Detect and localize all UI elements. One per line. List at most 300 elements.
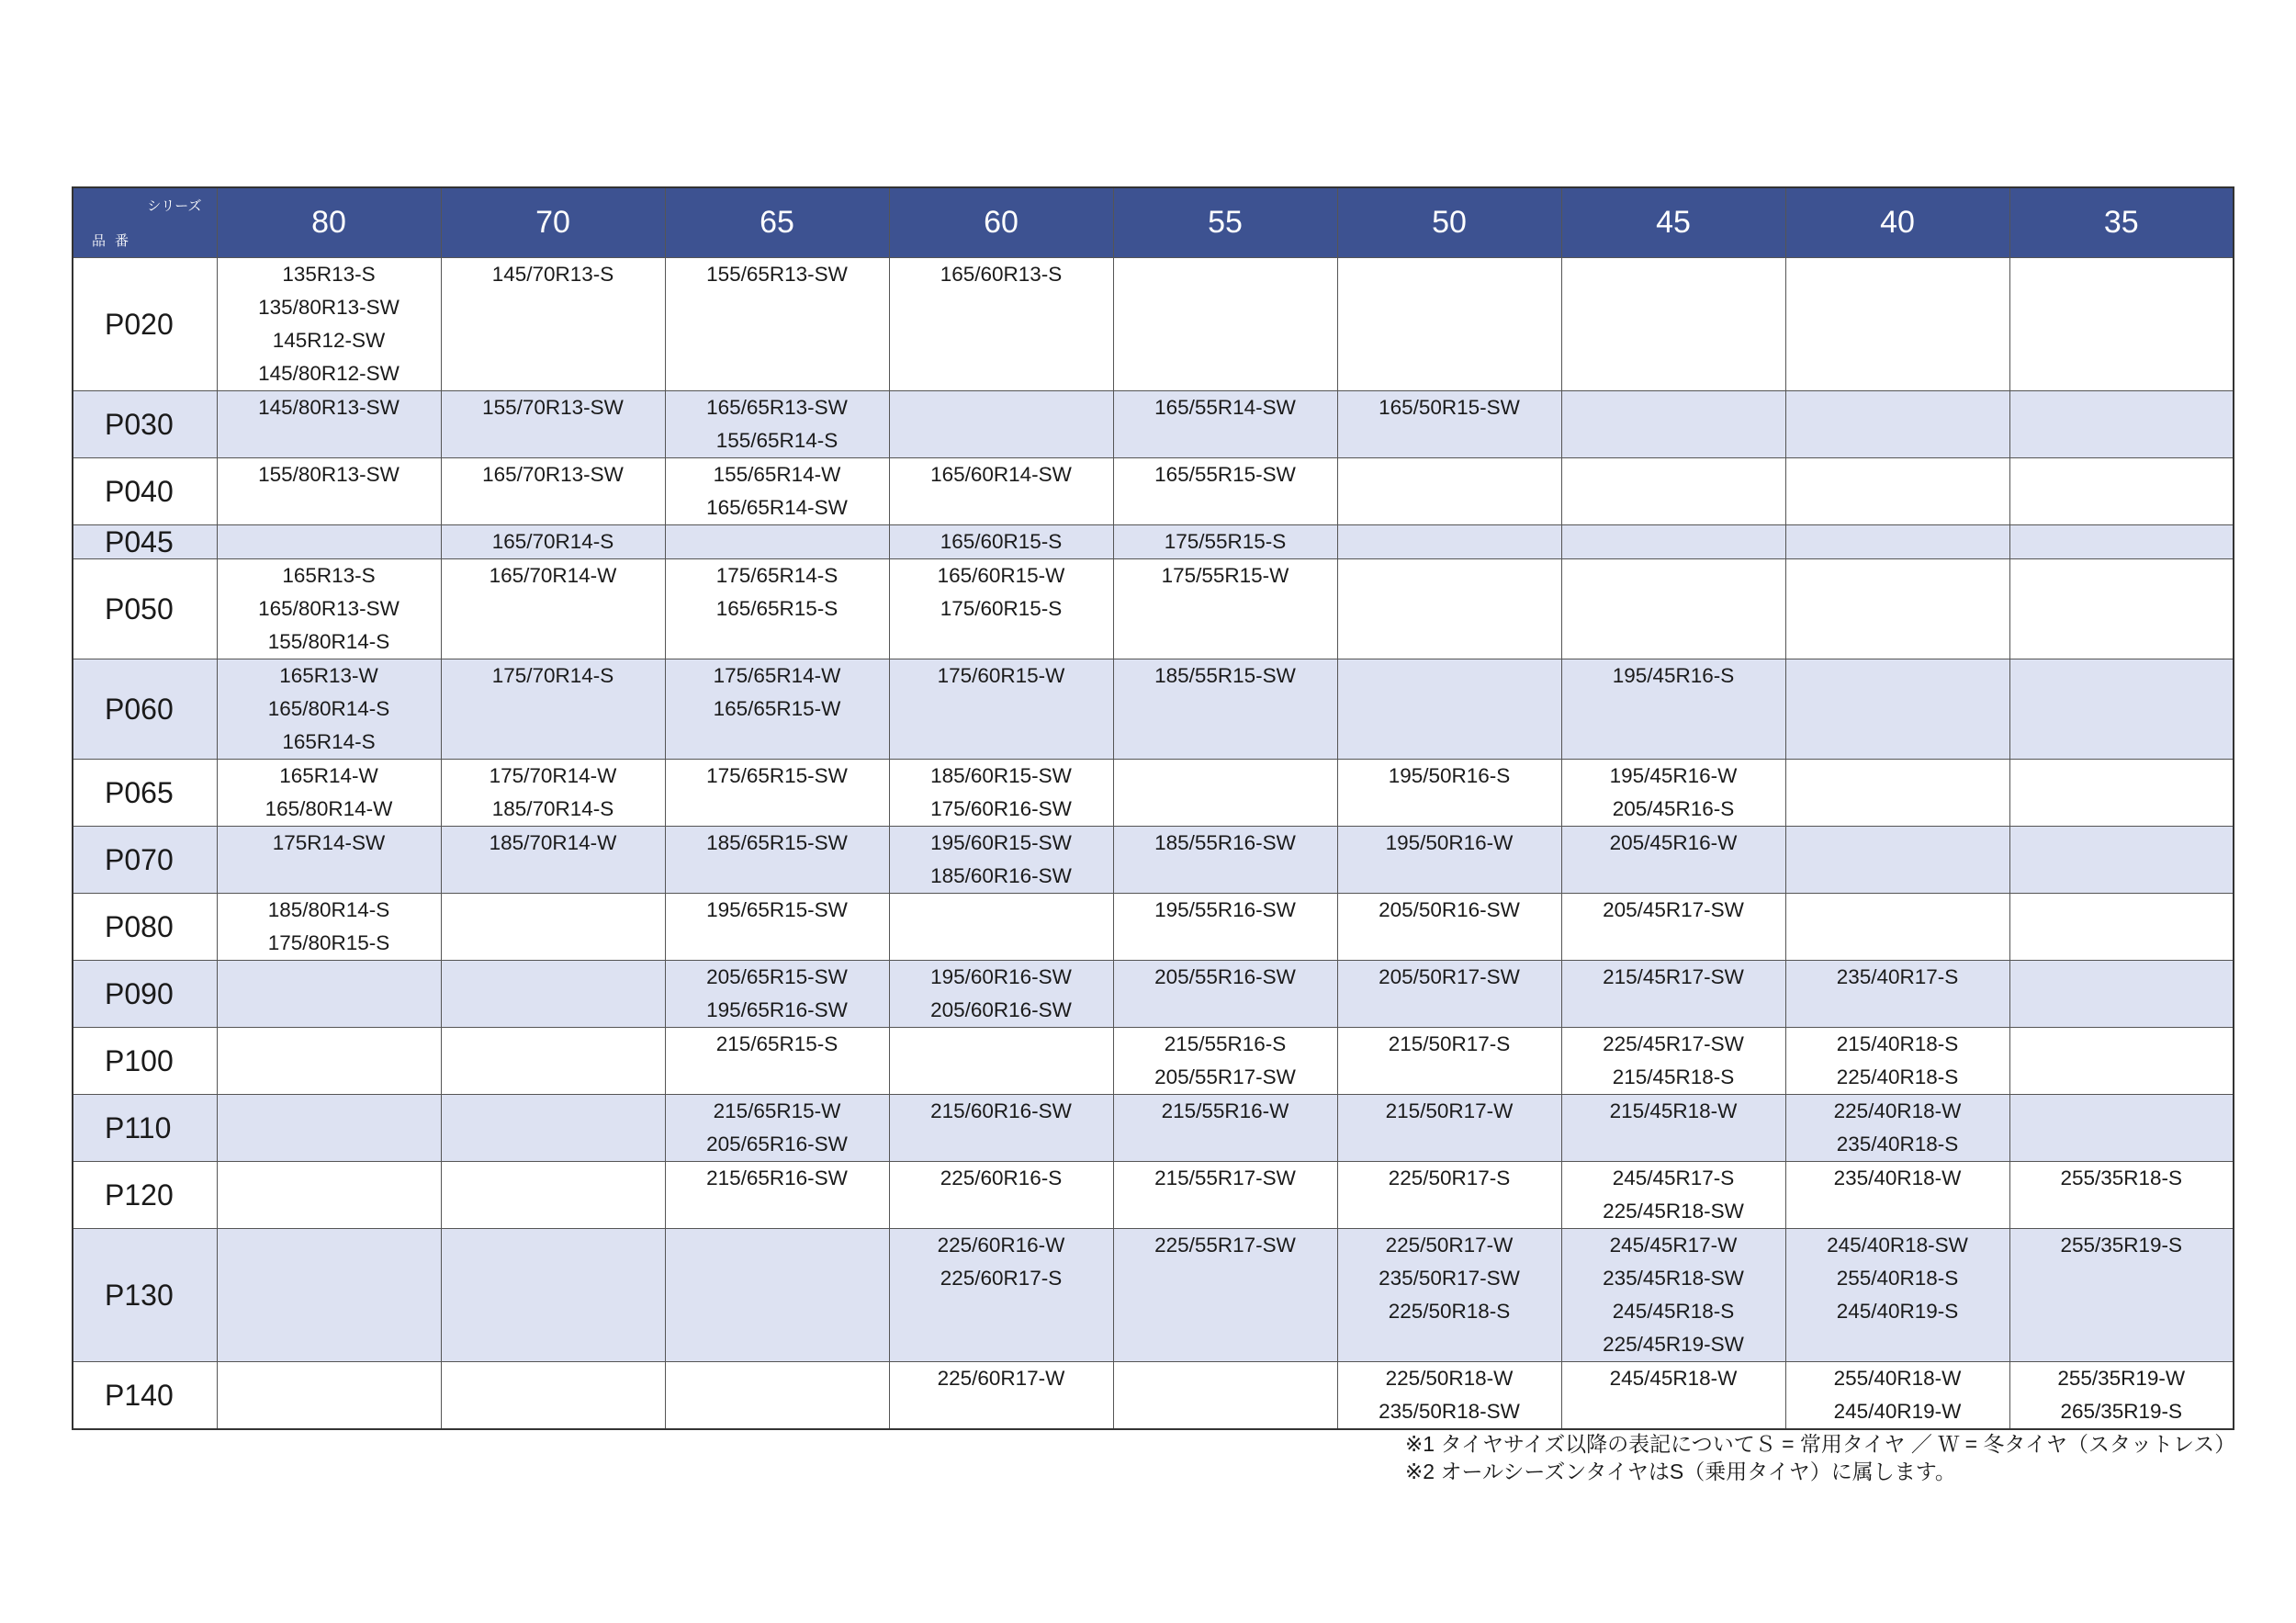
footnote-2: ※2 オールシーズンタイヤはS（乗用タイヤ）に属します。 [1405, 1460, 1956, 1483]
tire-size: 155/70R13-SW [482, 396, 624, 419]
size-cell [889, 894, 1113, 961]
tire-size: 165/65R15-W [713, 697, 841, 720]
tire-size: 245/40R19-S [1836, 1300, 1959, 1323]
tire-size: 135/80R13-SW [258, 296, 400, 319]
tire-size: 175/65R14-W [713, 664, 841, 687]
series-header-80: 80 [217, 187, 441, 258]
series-header-40: 40 [1785, 187, 2009, 258]
tire-size: 165R14-W [279, 764, 378, 787]
size-cell [217, 391, 441, 458]
size-cell [2009, 1362, 2234, 1430]
size-cell [1561, 659, 1785, 760]
model-cell: P020 [73, 258, 217, 391]
size-cell [889, 659, 1113, 760]
tire-size: 165/60R15-S [940, 530, 1063, 553]
tire-size: 165/50R15-SW [1379, 396, 1520, 419]
tire-size: 235/50R17-SW [1379, 1267, 1520, 1290]
size-cell [441, 1028, 665, 1095]
size-cell [441, 1095, 665, 1162]
model-cell: P140 [73, 1362, 217, 1430]
tire-size: 205/55R16-SW [1154, 965, 1296, 988]
size-cell [2009, 1028, 2234, 1095]
tire-size: 155/65R14-S [715, 429, 838, 452]
table-row [73, 1362, 2234, 1430]
tire-size: 195/45R16-W [1609, 764, 1738, 787]
tire-size: 155/65R14-W [713, 463, 841, 486]
size-cell [1561, 258, 1785, 391]
size-cell [441, 760, 665, 827]
size-cell [441, 827, 665, 894]
size-cell [889, 1095, 1113, 1162]
tire-size: 225/60R17-S [940, 1267, 1063, 1290]
size-cell [1785, 961, 2009, 1028]
series-header-60: 60 [889, 187, 1113, 258]
tire-size: 235/40R17-S [1836, 965, 1959, 988]
tire-size: 165/65R13-SW [706, 396, 848, 419]
model-cell: P045 [73, 525, 217, 559]
tire-size: 185/60R15-SW [930, 764, 1072, 787]
tire-size: 165R13-S [282, 564, 376, 587]
size-cell [2009, 1229, 2234, 1362]
series-header-35: 35 [2009, 187, 2234, 258]
tire-size: 255/35R19-W [2057, 1367, 2186, 1390]
footnote-1: ※1 タイヤサイズ以降の表記についてＳ = 常用タイヤ ／ Ｗ = 冬タイヤ（スタットレス） [1405, 1432, 2236, 1456]
tire-size: 165/65R15-S [715, 597, 838, 620]
size-cell [1561, 458, 1785, 525]
tire-size: 175/70R14-S [491, 664, 614, 687]
size-cell [1785, 1229, 2009, 1362]
size-cell [1337, 258, 1561, 391]
size-cell [665, 659, 889, 760]
size-cell [665, 961, 889, 1028]
tire-size: 215/55R17-SW [1154, 1167, 1296, 1189]
tire-size: 145/70R13-S [491, 263, 614, 286]
tire-size: 165/70R14-W [489, 564, 617, 587]
tire-size: 145/80R12-SW [258, 362, 400, 385]
tire-size: 205/45R17-SW [1603, 898, 1744, 921]
size-cell [217, 1229, 441, 1362]
size-cell [665, 258, 889, 391]
size-cell [217, 760, 441, 827]
tire-size: 155/80R14-S [267, 630, 390, 653]
size-cell [1113, 1162, 1337, 1229]
tire-size: 215/45R18-W [1609, 1099, 1738, 1122]
tire-size: 215/55R16-S [1164, 1032, 1287, 1055]
size-cell [1337, 1362, 1561, 1430]
tire-size: 195/65R16-SW [706, 998, 848, 1021]
tire-size: 225/40R18-S [1836, 1065, 1959, 1088]
tire-size: 175/60R15-W [937, 664, 1065, 687]
size-cell [1561, 391, 1785, 458]
size-cell [441, 258, 665, 391]
tire-size: 205/65R15-SW [706, 965, 848, 988]
model-cell: P120 [73, 1162, 217, 1229]
tire-size: 245/45R17-W [1609, 1234, 1738, 1257]
size-cell [665, 1362, 889, 1430]
tire-size: 235/50R18-SW [1379, 1400, 1520, 1423]
tire-size: 185/55R15-SW [1154, 664, 1296, 687]
tire-size: 245/45R18-W [1609, 1367, 1738, 1390]
size-cell [889, 525, 1113, 559]
size-cell [665, 1229, 889, 1362]
size-cell [665, 827, 889, 894]
size-cell [1785, 258, 2009, 391]
size-cell [1785, 760, 2009, 827]
size-cell [1785, 894, 2009, 961]
size-cell [889, 559, 1113, 659]
size-cell [1337, 659, 1561, 760]
size-cell [217, 827, 441, 894]
tire-size: 205/60R16-SW [930, 998, 1072, 1021]
model-cell: P065 [73, 760, 217, 827]
size-cell [1561, 1095, 1785, 1162]
model-cell: P080 [73, 894, 217, 961]
tire-size: 205/50R16-SW [1379, 898, 1520, 921]
tire-size: 195/50R16-S [1388, 764, 1511, 787]
tire-size: 245/45R18-S [1612, 1300, 1735, 1323]
size-cell [889, 391, 1113, 458]
series-header-65: 65 [665, 187, 889, 258]
tire-size: 195/50R16-W [1385, 831, 1514, 854]
size-cell [889, 827, 1113, 894]
tire-size: 175/65R15-SW [706, 764, 848, 787]
tire-size: 165/55R15-SW [1154, 463, 1296, 486]
table-header [73, 187, 2234, 258]
header-row [73, 187, 2234, 258]
tire-size: 165/80R14-W [264, 797, 393, 820]
tire-size: 165/60R13-S [940, 263, 1063, 286]
size-cell [665, 1095, 889, 1162]
tire-size: 225/45R17-SW [1603, 1032, 1744, 1055]
size-cell [665, 525, 889, 559]
tire-size: 225/50R17-S [1388, 1167, 1511, 1189]
size-cell [1113, 258, 1337, 391]
tire-size: 145/80R13-SW [258, 396, 400, 419]
tire-size: 225/50R17-W [1385, 1234, 1514, 1257]
size-cell [1785, 827, 2009, 894]
size-cell [665, 1162, 889, 1229]
size-cell [1785, 391, 2009, 458]
size-cell [2009, 559, 2234, 659]
size-cell [1785, 1362, 2009, 1430]
tire-size: 165/70R13-SW [482, 463, 624, 486]
size-cell [665, 559, 889, 659]
size-cell [1337, 760, 1561, 827]
table-row [73, 1028, 2234, 1095]
tire-size: 255/40R18-S [1836, 1267, 1959, 1290]
tire-size: 195/60R16-SW [930, 965, 1072, 988]
size-cell [1113, 1095, 1337, 1162]
size-cell [217, 1095, 441, 1162]
size-cell [217, 1028, 441, 1095]
model-cell: P130 [73, 1229, 217, 1362]
size-cell [2009, 894, 2234, 961]
size-cell [441, 559, 665, 659]
tire-size: 225/50R18-W [1385, 1367, 1514, 1390]
size-cell [2009, 961, 2234, 1028]
size-cell [1113, 961, 1337, 1028]
tire-size: 255/35R19-S [2060, 1234, 2183, 1257]
tire-size: 185/55R16-SW [1154, 831, 1296, 854]
size-cell [1561, 1028, 1785, 1095]
tire-size: 145R12-SW [272, 329, 386, 352]
size-cell [1785, 659, 2009, 760]
size-cell [889, 1162, 1113, 1229]
model-cell: P050 [73, 559, 217, 659]
tire-size: 195/45R16-S [1612, 664, 1735, 687]
size-cell [889, 458, 1113, 525]
tire-size: 165R14-S [282, 730, 376, 753]
tire-size: 215/50R17-W [1385, 1099, 1514, 1122]
size-cell [1337, 894, 1561, 961]
tire-size: 205/45R16-W [1609, 831, 1738, 854]
size-cell [665, 391, 889, 458]
size-cell [1337, 1095, 1561, 1162]
tire-size: 215/45R18-S [1612, 1065, 1735, 1088]
tire-size: 185/70R14-S [491, 797, 614, 820]
tire-size: 175/80R15-S [267, 931, 390, 954]
size-cell [1561, 1362, 1785, 1430]
tire-size: 165/55R14-SW [1154, 396, 1296, 419]
size-cell [665, 458, 889, 525]
table-row [73, 1095, 2234, 1162]
tire-size: 195/55R16-SW [1154, 898, 1296, 921]
table-row [73, 961, 2234, 1028]
size-cell [665, 894, 889, 961]
size-cell [665, 1028, 889, 1095]
tire-size: 205/65R16-SW [706, 1133, 848, 1155]
tire-size: 175/60R15-S [940, 597, 1063, 620]
table-row [73, 391, 2234, 458]
size-cell [1337, 458, 1561, 525]
table-row [73, 760, 2234, 827]
size-cell [441, 391, 665, 458]
model-cell: P100 [73, 1028, 217, 1095]
size-cell [1785, 525, 2009, 559]
size-cell [1113, 659, 1337, 760]
tire-size: 225/45R19-SW [1603, 1333, 1744, 1356]
tire-size: 215/65R16-SW [706, 1167, 848, 1189]
model-cell: P090 [73, 961, 217, 1028]
size-cell [217, 458, 441, 525]
size-cell [1113, 894, 1337, 961]
model-cell: P060 [73, 659, 217, 760]
size-cell [1337, 827, 1561, 894]
size-cell [441, 1162, 665, 1229]
series-header-45: 45 [1561, 187, 1785, 258]
size-cell [1785, 1095, 2009, 1162]
size-cell [1561, 525, 1785, 559]
size-cell [889, 1362, 1113, 1430]
size-cell [217, 894, 441, 961]
size-cell [217, 258, 441, 391]
tire-size: 175/60R16-SW [930, 797, 1072, 820]
tire-size: 155/65R13-SW [706, 263, 848, 286]
size-cell [889, 1028, 1113, 1095]
tire-size: 215/50R17-S [1388, 1032, 1511, 1055]
tire-size: 245/40R19-W [1833, 1400, 1962, 1423]
size-cell [1113, 391, 1337, 458]
series-header-70: 70 [441, 187, 665, 258]
tire-size: 165/70R14-S [491, 530, 614, 553]
tire-size: 225/40R18-W [1833, 1099, 1962, 1122]
tire-size-table [72, 186, 2234, 1430]
tire-size: 175/65R14-S [715, 564, 838, 587]
tire-size: 245/40R18-SW [1827, 1234, 1968, 1257]
size-cell [889, 961, 1113, 1028]
size-cell [2009, 760, 2234, 827]
size-cell [2009, 1095, 2234, 1162]
table-row [73, 1229, 2234, 1362]
size-cell [2009, 458, 2234, 525]
model-cell: P110 [73, 1095, 217, 1162]
tire-size: 215/45R17-SW [1603, 965, 1744, 988]
tire-size: 235/40R18-W [1833, 1167, 1962, 1189]
tire-size: 135R13-S [282, 263, 376, 286]
tire-size: 225/45R18-SW [1603, 1200, 1744, 1223]
series-header-55: 55 [1113, 187, 1337, 258]
size-cell [441, 961, 665, 1028]
table-row [73, 458, 2234, 525]
size-cell [665, 760, 889, 827]
size-cell [1337, 525, 1561, 559]
size-cell [1561, 1229, 1785, 1362]
tire-size: 185/65R15-SW [706, 831, 848, 854]
tire-size: 165/65R14-SW [706, 496, 848, 519]
size-cell [1337, 1162, 1561, 1229]
size-cell [1561, 827, 1785, 894]
size-cell [441, 458, 665, 525]
size-cell [1561, 894, 1785, 961]
tire-size: 175/70R14-W [489, 764, 617, 787]
size-cell [1561, 961, 1785, 1028]
size-cell [1785, 1028, 2009, 1095]
size-cell [217, 659, 441, 760]
size-cell [1113, 1362, 1337, 1430]
table-row [73, 559, 2234, 659]
table-row [73, 827, 2234, 894]
size-cell [2009, 659, 2234, 760]
size-cell [889, 1229, 1113, 1362]
tire-size: 215/40R18-S [1836, 1032, 1959, 1055]
table-row [73, 1162, 2234, 1229]
tire-size: 255/35R18-S [2060, 1167, 2183, 1189]
tire-size: 155/80R13-SW [258, 463, 400, 486]
tire-size: 265/35R19-S [2060, 1400, 2183, 1423]
size-cell [441, 1362, 665, 1430]
size-cell [1561, 760, 1785, 827]
size-cell [1337, 1229, 1561, 1362]
tire-size: 235/45R18-SW [1603, 1267, 1744, 1290]
corner-header-cell [73, 187, 217, 258]
tire-size: 245/45R17-S [1612, 1167, 1735, 1189]
tire-size: 255/40R18-W [1833, 1367, 1962, 1390]
tire-size: 175/55R15-S [1164, 530, 1287, 553]
size-cell [217, 559, 441, 659]
size-cell [1785, 559, 2009, 659]
series-header-50: 50 [1337, 187, 1561, 258]
size-cell [1113, 1229, 1337, 1362]
tire-size: 185/70R14-W [489, 831, 617, 854]
tire-size: 215/65R15-W [713, 1099, 841, 1122]
tire-size: 205/45R16-S [1612, 797, 1735, 820]
size-cell [2009, 1162, 2234, 1229]
size-cell [1337, 559, 1561, 659]
size-cell [217, 1362, 441, 1430]
tire-size: 185/80R14-S [267, 898, 390, 921]
model-header-label: 品番 [92, 233, 139, 249]
tire-size: 175/55R15-W [1161, 564, 1289, 587]
size-cell [2009, 525, 2234, 559]
tire-size: 225/60R16-W [937, 1234, 1065, 1257]
model-cell: P070 [73, 827, 217, 894]
tire-size: 215/65R15-S [715, 1032, 838, 1055]
model-cell: P040 [73, 458, 217, 525]
size-cell [1113, 458, 1337, 525]
size-cell [217, 961, 441, 1028]
model-cell: P030 [73, 391, 217, 458]
tire-size: 205/50R17-SW [1379, 965, 1520, 988]
table-row [73, 894, 2234, 961]
footnotes [1405, 1430, 2236, 1485]
tire-size: 225/55R17-SW [1154, 1234, 1296, 1257]
size-cell [217, 1162, 441, 1229]
table-row [73, 525, 2234, 559]
tire-size: 165/80R13-SW [258, 597, 400, 620]
series-header-label: シリーズ [147, 198, 202, 214]
size-cell [2009, 391, 2234, 458]
size-cell [441, 525, 665, 559]
size-cell [1561, 1162, 1785, 1229]
size-cell [1561, 559, 1785, 659]
size-cell [441, 894, 665, 961]
size-cell [441, 1229, 665, 1362]
size-cell [1113, 760, 1337, 827]
tire-size: 215/60R16-SW [930, 1099, 1072, 1122]
size-cell [1113, 559, 1337, 659]
tire-size: 175R14-SW [272, 831, 386, 854]
table-row [73, 659, 2234, 760]
size-cell [1337, 391, 1561, 458]
size-cell [2009, 827, 2234, 894]
size-cell [2009, 258, 2234, 391]
tire-size: 165/80R14-S [267, 697, 390, 720]
size-cell [1337, 1028, 1561, 1095]
tire-size: 165/60R14-SW [930, 463, 1072, 486]
size-cell [889, 258, 1113, 391]
tire-size: 225/50R18-S [1388, 1300, 1511, 1323]
tire-size: 225/60R16-S [940, 1167, 1063, 1189]
size-cell [217, 525, 441, 559]
table-row [73, 258, 2234, 391]
tire-size: 165R13-W [279, 664, 378, 687]
tire-size: 215/55R16-W [1161, 1099, 1289, 1122]
size-cell [1785, 458, 2009, 525]
size-cell [1785, 1162, 2009, 1229]
size-cell [1113, 525, 1337, 559]
tire-size: 185/60R16-SW [930, 864, 1072, 887]
tire-size: 195/60R15-SW [930, 831, 1072, 854]
tire-size: 195/65R15-SW [706, 898, 848, 921]
size-cell [1337, 961, 1561, 1028]
tire-size: 225/60R17-W [937, 1367, 1065, 1390]
table-body [73, 258, 2234, 1430]
size-cell [441, 659, 665, 760]
tire-size: 165/60R15-W [937, 564, 1065, 587]
size-cell [1113, 1028, 1337, 1095]
size-cell [889, 760, 1113, 827]
tire-size: 235/40R18-S [1836, 1133, 1959, 1155]
